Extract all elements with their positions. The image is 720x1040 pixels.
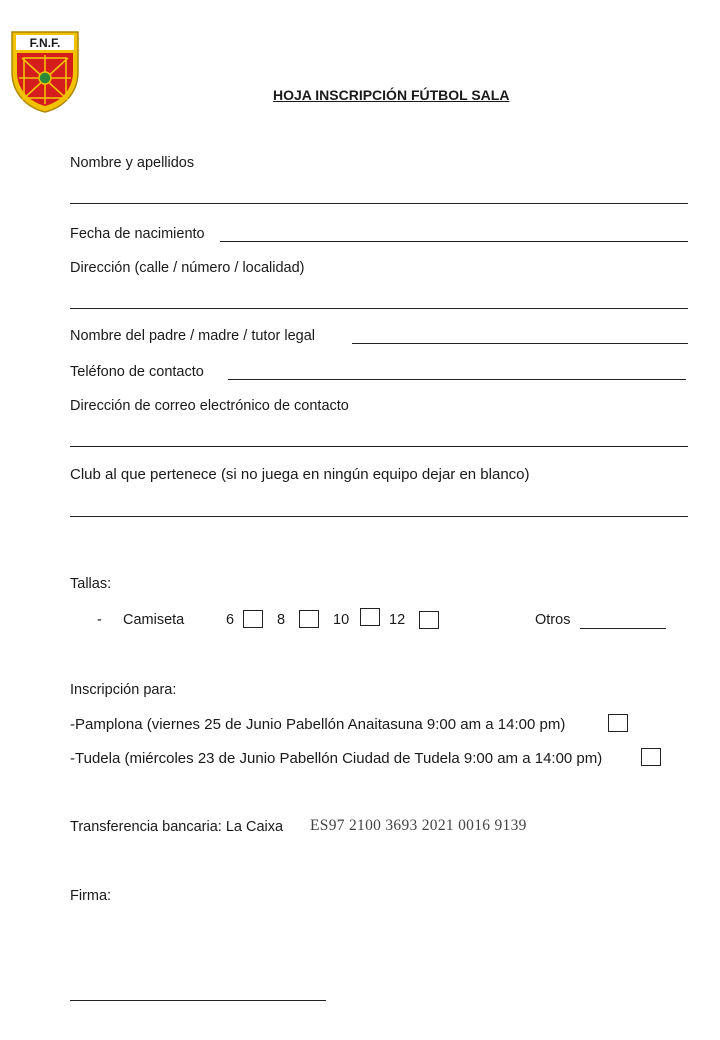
direccion-label: Dirección (calle / número / localidad) bbox=[70, 260, 305, 276]
club-label: Club al que pertenece (si no juega en ningún equipo dejar en blanco) bbox=[70, 466, 530, 483]
size-10-label: 10 bbox=[333, 612, 350, 628]
size-8-checkbox[interactable] bbox=[299, 610, 319, 628]
direccion-line[interactable] bbox=[70, 308, 688, 309]
navarra-coat-of-arms-icon bbox=[8, 28, 82, 114]
telefono-line[interactable] bbox=[228, 379, 686, 380]
nombre-line[interactable] bbox=[70, 203, 688, 204]
nombre-label: Nombre y apellidos bbox=[70, 155, 195, 171]
fecha-line[interactable] bbox=[220, 241, 688, 242]
fecha-label: Fecha de nacimiento bbox=[70, 226, 205, 242]
club-line[interactable] bbox=[70, 516, 688, 517]
size-10-checkbox[interactable] bbox=[360, 608, 380, 626]
otros-line[interactable] bbox=[580, 628, 666, 629]
email-label: Dirección de correo electrónico de contacto bbox=[70, 398, 349, 414]
pamplona-checkbox[interactable] bbox=[608, 714, 628, 732]
size-12-label: 12 bbox=[389, 612, 406, 628]
camiseta-label: Camiseta bbox=[123, 612, 185, 628]
tutor-label: Nombre del padre / madre / tutor legal bbox=[70, 328, 316, 344]
tudela-checkbox[interactable] bbox=[641, 748, 661, 766]
firma-label: Firma: bbox=[70, 888, 112, 904]
tutor-line[interactable] bbox=[352, 343, 688, 344]
form-title: HOJA INSCRIPCIÓN FÚTBOL SALA bbox=[273, 87, 510, 103]
fnf-logo bbox=[8, 28, 82, 114]
iban-value: ES97 2100 3693 2021 0016 9139 bbox=[310, 817, 527, 834]
inscripcion-label: Inscripción para: bbox=[70, 682, 177, 698]
size-8-label: 8 bbox=[277, 612, 286, 628]
tallas-label: Tallas: bbox=[70, 576, 112, 592]
email-line[interactable] bbox=[70, 446, 688, 447]
otros-label: Otros bbox=[535, 612, 571, 628]
firma-line[interactable] bbox=[70, 1000, 326, 1001]
size-6-label: 6 bbox=[226, 612, 235, 628]
transferencia-label: Transferencia bancaria: La Caixa bbox=[70, 819, 284, 835]
pamplona-option: -Pamplona (viernes 25 de Junio Pabellón Anaitasuna 9:00 am a 14:00 pm) bbox=[70, 716, 566, 733]
logo-text: F.N.F. bbox=[29, 36, 61, 50]
tudela-option: -Tudela (miércoles 23 de Junio Pabellón Ciudad de Tudela 9:00 am a 14:00 pm) bbox=[70, 750, 603, 767]
size-6-checkbox[interactable] bbox=[243, 610, 263, 628]
tallas-dash: - bbox=[97, 612, 102, 628]
telefono-label: Teléfono de contacto bbox=[70, 364, 204, 380]
size-12-checkbox[interactable] bbox=[419, 611, 439, 629]
